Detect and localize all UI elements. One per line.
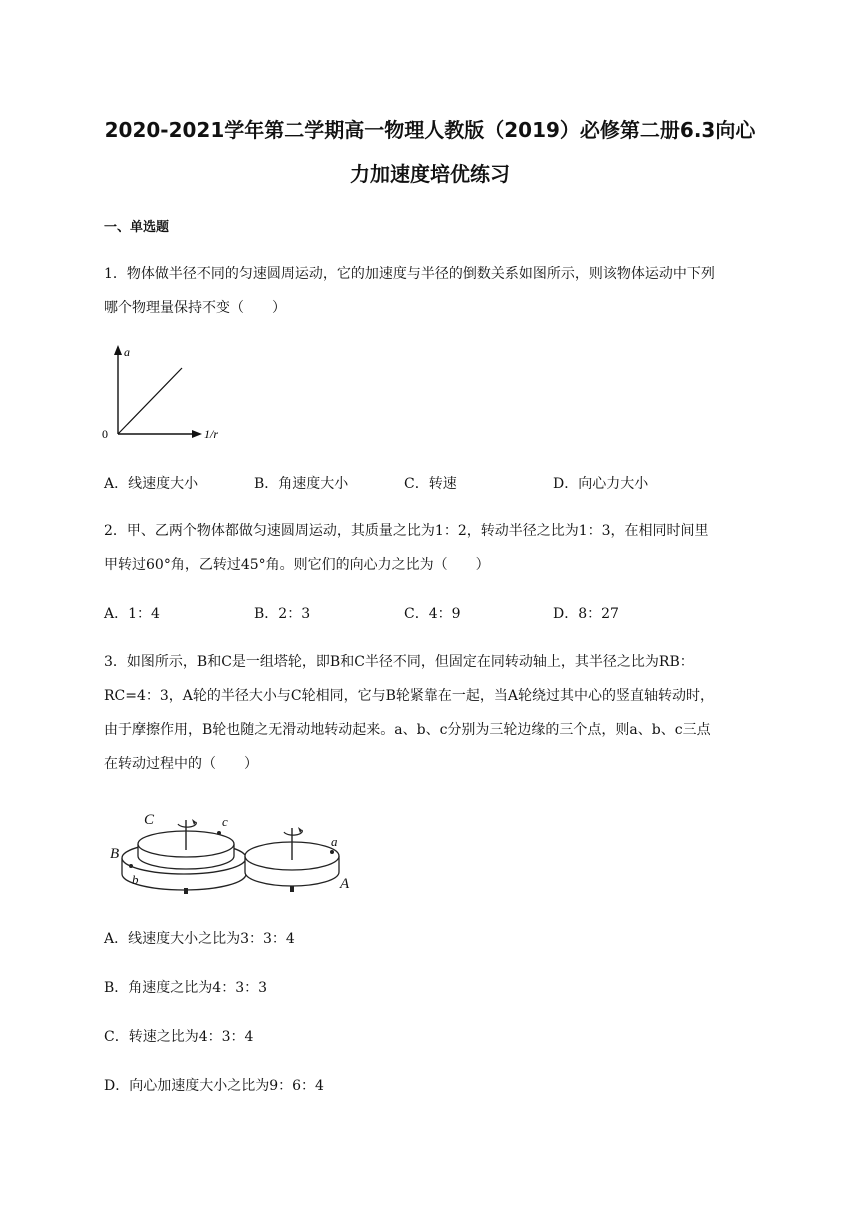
label-wheel-c: C [144, 812, 155, 828]
label-wheel-a: A [340, 876, 350, 892]
q1-option-b: B．角速度大小 [254, 476, 349, 492]
y-axis-arrow-icon [114, 345, 122, 355]
document-title-line-1: 2020-2021学年第二学期高一物理人教版（2019）必修第二册6.3向心 [104, 118, 756, 142]
q3-stem-line-4: 在转动过程中的（ ） [104, 756, 258, 772]
origin-label: 0 [102, 427, 108, 441]
q1-option-c: C．转速 [404, 476, 457, 492]
q3-option-a: A．线速度大小之比为3：3：4 [104, 931, 295, 947]
label-point-b: b [132, 872, 139, 887]
y-axis-label: a [124, 345, 130, 359]
q2-option-a: A．1：4 [104, 606, 160, 622]
q2-option-b: B．2：3 [254, 606, 311, 622]
document-title-line-2: 力加速度培优练习 [350, 162, 510, 186]
point-a [330, 850, 334, 854]
point-b [129, 864, 133, 868]
q3-stem-line-2: RC=4：3，A轮的半径大小与C轮相同，它与B轮紧靠在一起，当A轮绕过其中心的竖直轴转动时， [104, 688, 715, 704]
label-wheel-b: B [110, 846, 120, 862]
q3-option-b: B．角速度之比为4：3：3 [104, 980, 268, 996]
q3-stem-line-3: 由于摩擦作用，B轮也随之无滑动地转动起来。a、b、c分别为三轮边缘的三个点，则a、b、c三点 [104, 722, 711, 738]
graph-line [118, 368, 182, 434]
q3-pulley-figure [108, 800, 368, 900]
q1-stem-line-1: 1．物体做半径不同的匀速圆周运动，它的加速度与半径的倒数关系如图所示，则该物体运动中下列 [104, 266, 715, 282]
q1-option-a: A．线速度大小 [104, 476, 199, 492]
section-heading: 一、单选题 [104, 220, 170, 235]
q1-stem-line-2: 哪个物理量保持不变（ ） [104, 300, 286, 316]
q2-stem-line-1: 2．甲、乙两个物体都做匀速圆周运动，其质量之比为1：2，转动半径之比为1：3，在相同时间里 [104, 523, 709, 539]
x-axis-label: 1/r [204, 427, 219, 441]
label-point-a: a [331, 834, 338, 849]
q1-graph-figure [100, 338, 240, 450]
q2-option-d: D．8：27 [553, 606, 619, 622]
q3-option-c: C．转速之比为4：3：4 [104, 1029, 254, 1045]
point-c [217, 831, 221, 835]
x-axis-arrow-icon [192, 430, 202, 438]
q2-option-c: C．4：9 [404, 606, 461, 622]
label-point-c: c [222, 814, 228, 829]
q3-option-d: D．向心加速度大小之比为9：6：4 [104, 1078, 324, 1094]
q1-option-d: D．向心力大小 [553, 476, 649, 492]
q2-stem-line-2: 甲转过60°角，乙转过45°角。则它们的向心力之比为（ ） [104, 557, 490, 573]
q3-stem-line-1: 3．如图所示，B和C是一组塔轮，即B和C半径不同，但固定在同转动轴上，其半径之比为RB： [104, 654, 694, 670]
